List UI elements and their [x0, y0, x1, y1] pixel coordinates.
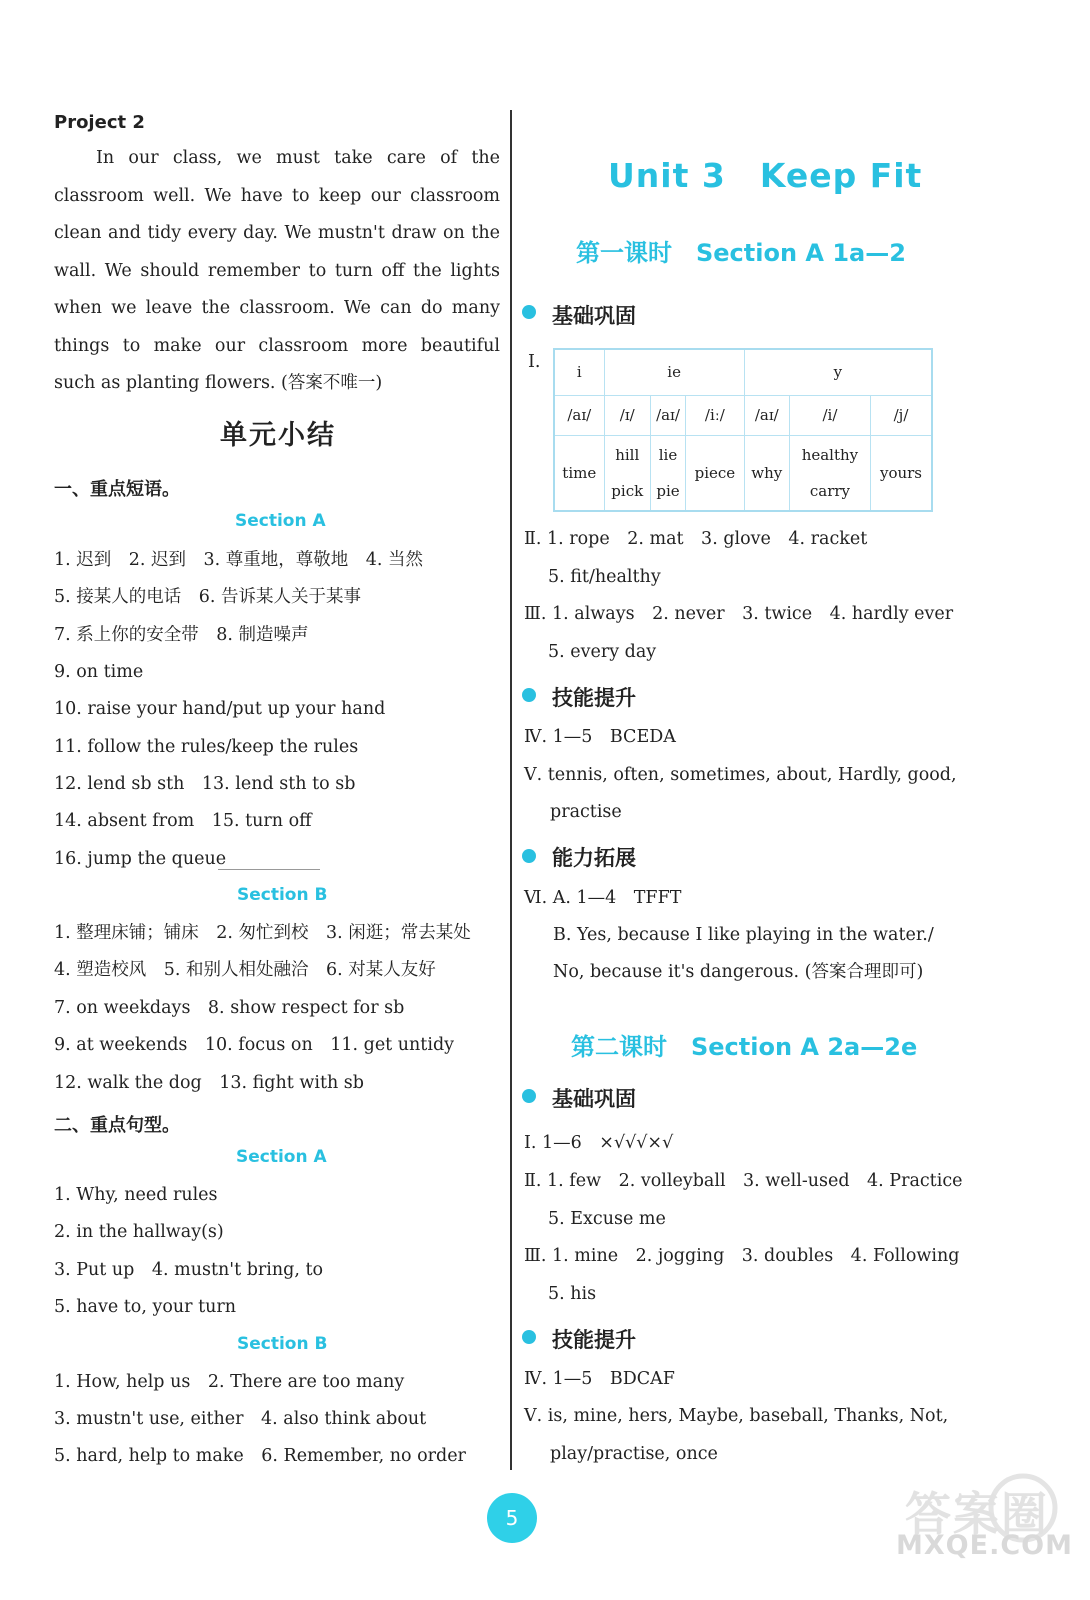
list-item: 14. absent from 15. turn off [54, 811, 312, 831]
answer-line: 5. Excuse me [548, 1209, 666, 1229]
project-text: In our class, we must take care of the classroom well. We have to keep our classroom clean and tidy every day. We mustn't draw on the wall. We should remember to turn off the lights when we leave the classroom. We can do many things to make our classroom more beautiful such as planting flowers. (答案不唯一) [54, 148, 500, 393]
list-item: 5. have to, your turn [54, 1297, 237, 1317]
answer-line: 5. his [548, 1284, 597, 1304]
answer-line: Ⅳ. 1—5 BDCAF [524, 1369, 675, 1389]
table-cell [870, 435, 932, 511]
table-header: y [744, 349, 932, 395]
table-cell: /iː/ [686, 395, 745, 435]
bullet-icon [522, 1330, 536, 1344]
table-header: i [554, 349, 604, 395]
list-item: 7. on weekdays 8. show respect for sb [54, 998, 405, 1018]
answer-line: Ⅱ. 1. rope 2. mat 3. glove 4. racket [524, 529, 868, 549]
list-item: 12. lend sb sth 13. lend sth to sb [54, 774, 356, 794]
lesson2-skill-heading: 技能提升 [552, 1328, 636, 1352]
answer-line: Ⅲ. 1. mine 2. jogging 3. doubles 4. Following [524, 1246, 960, 1266]
list-item: 16. jump the queue [54, 849, 227, 869]
table-cell [554, 435, 604, 511]
answer-line: No, because it's dangerous. (答案合理即可) [553, 962, 924, 982]
lesson1-title: 第一课时 Section A 1a—2 [576, 239, 906, 267]
answer-line: 5. every day [548, 642, 657, 662]
list-item: 9. at weekends 10. focus on 11. get untidy [54, 1035, 455, 1055]
table-cell: /ɪ/ [604, 395, 650, 435]
unit-title: Unit 3 Keep Fit [608, 156, 923, 195]
part1-title: 一、重点短语。 [54, 479, 180, 500]
bullet-icon [522, 305, 536, 319]
answer-line: 5. fit/healthy [548, 567, 661, 587]
watermark-text: MXQE.COM [896, 1530, 1073, 1561]
table-cell: /j/ [870, 395, 932, 435]
table-cell [604, 435, 650, 511]
word: why [751, 463, 783, 482]
list-item: 11. follow the rules/keep the rules [54, 737, 359, 757]
word: pick [611, 481, 644, 500]
lesson1-basic-heading: 基础巩固 [552, 304, 636, 328]
answer-line: Ⅳ. 1—5 BCEDA [524, 727, 676, 747]
word: time [562, 463, 597, 482]
list-item: 1. 迟到 2. 迟到 3. 尊重地，尊敬地 4. 当然 [54, 550, 424, 570]
unit-summary-title: 单元小结 [220, 420, 336, 451]
list-item: 3. Put up 4. mustn't bring, to [54, 1260, 324, 1280]
underline-divider [218, 869, 320, 870]
list-item: 1. 整理床铺；铺床 2. 匆忙到校 3. 闲逛；常去某处 [54, 923, 471, 943]
part1-sectionA-label: Section A [235, 511, 326, 531]
table-header: ie [604, 349, 744, 395]
page-number: 5 [487, 1493, 537, 1543]
answer-line: Ⅲ. 1. always 2. never 3. twice 4. hardly ever [524, 604, 954, 624]
answer-line: Ⅱ. 1. few 2. volleyball 3. well-used 4. Practice [524, 1171, 963, 1191]
column-divider [510, 110, 512, 1470]
answer-line: Ⅴ. tennis, often, sometimes, about, Hardly, good, [524, 765, 957, 785]
list-item: 12. walk the dog 13. fight with sb [54, 1073, 364, 1093]
answer-line: Ⅴ. is, mine, hers, Maybe, baseball, Thanks, Not, [524, 1406, 949, 1426]
part2-title: 二、重点句型。 [54, 1115, 180, 1136]
answer-line: Ⅰ. 1—6 ×√√√×√ [524, 1133, 674, 1153]
word: carry [809, 481, 851, 500]
part2-sectionA-label: Section A [236, 1147, 327, 1167]
table-cell [686, 435, 745, 511]
answer-line: practise [550, 802, 622, 822]
word: lie [658, 445, 678, 464]
table-cell: /i/ [789, 395, 870, 435]
table-cell [650, 435, 685, 511]
table-cell: /aɪ/ [744, 395, 789, 435]
word: healthy [801, 445, 859, 464]
answer-line: Ⅵ. A. 1—4 TFFT [524, 888, 682, 908]
list-item: 1. How, help us 2. There are too many [54, 1372, 405, 1392]
list-item: 3. mustn't use, either 4. also think about [54, 1409, 427, 1429]
list-item: 9. on time [54, 662, 144, 682]
bullet-icon [522, 849, 536, 863]
word: hill [615, 445, 640, 464]
project-title: Project 2 [54, 112, 145, 133]
part2-sectionB-label: Section B [237, 1334, 328, 1354]
list-item: 2. in the hallway(s) [54, 1222, 224, 1242]
bullet-icon [522, 688, 536, 702]
lesson1-skill-heading: 技能提升 [552, 686, 636, 710]
lesson2-title: 第二课时 Section A 2a—2e [571, 1033, 918, 1061]
table-cell: /aɪ/ [650, 395, 685, 435]
answer-line: B. Yes, because I like playing in the water./ [553, 925, 934, 945]
part1-sectionB-label: Section B [237, 885, 328, 905]
table-label: Ⅰ. [528, 352, 541, 372]
list-item: 4. 塑造校风 5. 和别人相处融洽 6. 对某人友好 [54, 960, 436, 980]
phonics-table [553, 348, 933, 512]
table-cell [789, 435, 870, 511]
table-cell [744, 435, 789, 511]
lesson1-ext-heading: 能力拓展 [552, 846, 636, 870]
word: piece [694, 463, 736, 482]
word: yours [879, 463, 923, 482]
word: pie [656, 481, 680, 500]
list-item: 5. 接某人的电话 6. 告诉某人关于某事 [54, 587, 362, 607]
lesson2-basic-heading: 基础巩固 [552, 1087, 636, 1111]
bullet-icon [522, 1089, 536, 1103]
watermark-cn: 答案圈 [905, 1487, 1049, 1541]
table-cell: /aɪ/ [554, 395, 604, 435]
answer-line: play/practise, once [550, 1444, 718, 1464]
list-item: 1. Why, need rules [54, 1185, 218, 1205]
list-item: 10. raise your hand/put up your hand [54, 699, 386, 719]
list-item: 7. 系上你的安全带 8. 制造噪声 [54, 625, 309, 645]
list-item: 5. hard, help to make 6. Remember, no order [54, 1446, 466, 1466]
